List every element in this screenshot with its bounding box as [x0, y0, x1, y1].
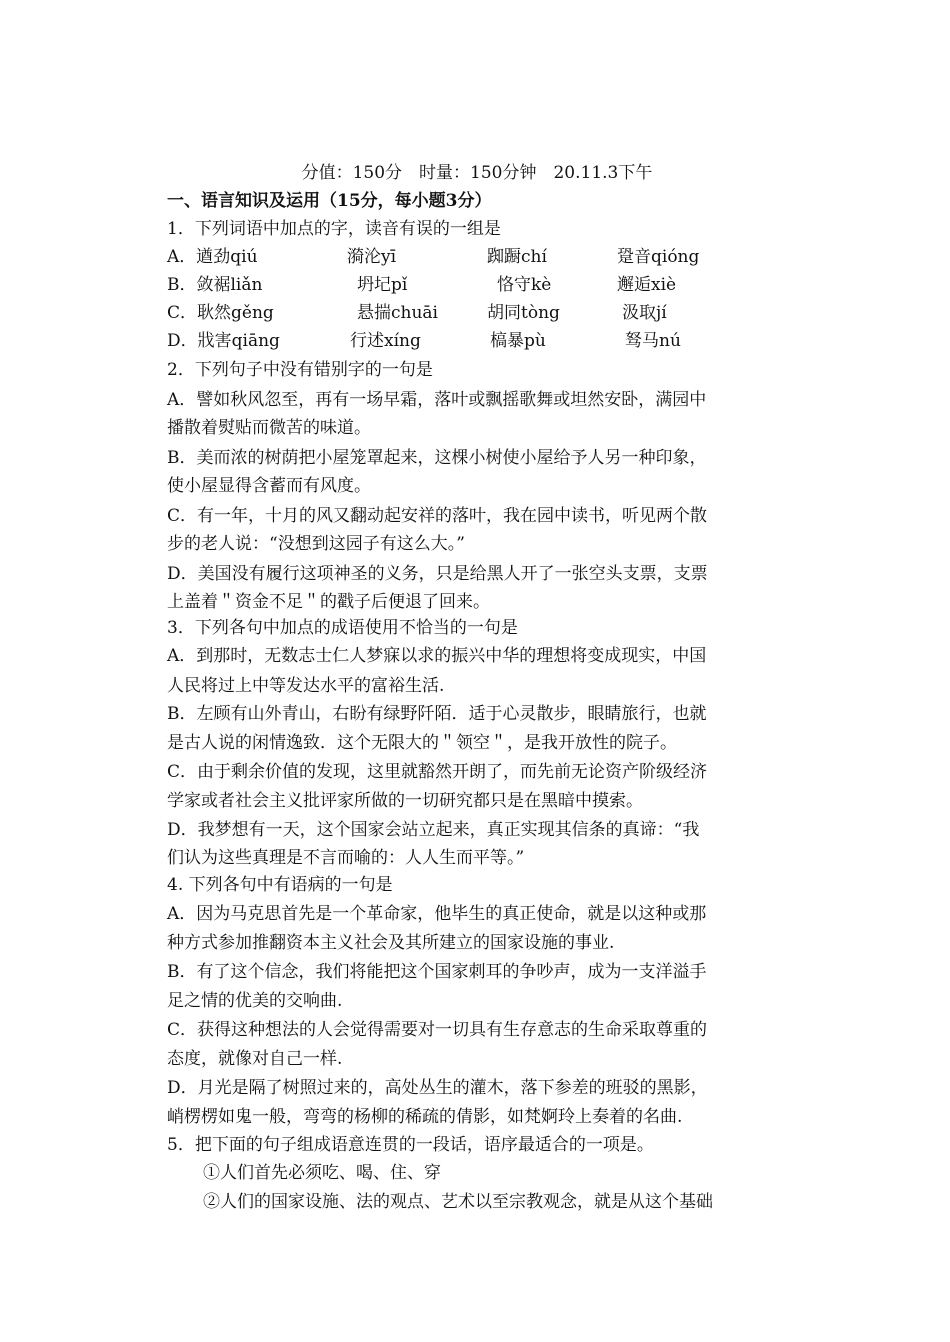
q1-d-2: 行述xíng — [350, 331, 421, 351]
q1-b-1: B．敛裾liǎn — [167, 275, 263, 295]
q5-item: ②人们的国家设施、法的观点、艺术以至宗教观念，就是从这个基础 — [203, 1192, 713, 1212]
section-title: 一、语言知识及运用（15分，每小题3分） — [167, 191, 492, 211]
q1-b-2: 坍圮pǐ — [357, 275, 408, 295]
q4-line: 峭楞楞如鬼一般，弯弯的杨柳的稀疏的倩影，如梵婀玲上奏着的名曲. — [167, 1107, 683, 1127]
q4-stem: 4. 下列各句中有语病的一句是 — [167, 875, 393, 895]
q1-option-b — [167, 274, 787, 296]
q1-a-1: A．遒劲qiú — [167, 247, 258, 267]
q1-option-d — [167, 330, 787, 352]
q1-option-c — [167, 302, 787, 324]
q4-line: C．获得这种想法的人会觉得需要对一切具有生存意志的生命采取尊重的 — [167, 1020, 708, 1040]
q1-d-3: 槁暴pù — [490, 331, 546, 351]
exam-header: 分值：150分 时量：150分钟 20.11.3下午 — [301, 163, 653, 183]
q4-line: 足之情的优美的交响曲. — [167, 991, 343, 1011]
q3-stem: 3．下列各句中加点的成语使用不恰当的一句是 — [167, 618, 518, 638]
q4-line: A．因为马克思首先是一个革命家，他毕生的真正使命，就是以这种或那 — [167, 904, 707, 924]
q4-line: D．月光是隔了树照过来的，高处丛生的灌木，落下参差的班驳的黑影， — [167, 1078, 708, 1098]
q3-line: C．由于剩余价值的发现，这里就豁然开朗了，而先前无论资产阶级经济 — [167, 762, 708, 782]
q1-d-1: D．戕害qiāng — [167, 331, 280, 351]
q1-b-4: 邂逅xiè — [617, 275, 677, 295]
q2-line: 使小屋显得含蓄而有风度。 — [167, 476, 371, 496]
q1-c-3: 胡同tòng — [487, 303, 560, 323]
q3-line: B．左顾有山外青山，右盼有绿野阡陌．适于心灵散步，眼睛旅行，也就 — [167, 704, 707, 724]
q5-stem: 5．把下面的句子组成语意连贯的一段话，语序最适合的一项是。 — [167, 1135, 654, 1155]
q1-stem: 1．下列词语中加点的字，读音有误的一组是 — [167, 219, 501, 239]
q1-option-a — [167, 246, 787, 268]
q2-line: C．有一年，十月的风又翻动起安祥的落叶，我在园中读书，听见两个散 — [167, 506, 708, 526]
q1-c-4: 汲取jí — [622, 303, 667, 323]
q3-line: A．到那时，无数志士仁人梦寐以求的振兴中华的理想将变成现实，中国 — [167, 646, 707, 666]
q4-line: 态度，就像对自己一样. — [167, 1049, 343, 1069]
q3-line: 们认为这些真理是不言而喻的：人人生而平等。” — [167, 848, 525, 868]
q3-line: D．我梦想有一天，这个国家会站立起来，真正实现其信条的真谛：“我 — [167, 820, 700, 840]
q3-line: 是古人说的闲情逸致．这个无限大的＂领空＂，是我开放性的院子。 — [167, 733, 677, 753]
q1-b-3: 恪守kè — [497, 275, 552, 295]
q4-line: 种方式参加推翻资本主义社会及其所建立的国家设施的事业. — [167, 933, 615, 953]
q1-a-2: 漪沦yī — [347, 247, 397, 267]
q1-c-1: C．耿然gěng — [167, 303, 274, 323]
q3-line: 人民将过上中等发达水平的富裕生活. — [167, 676, 445, 696]
q2-line: 步的老人说：“没想到这园子有这么大。” — [167, 534, 465, 554]
q2-line: B．美而浓的树荫把小屋笼罩起来，这棵小树使小屋给予人另一种印象， — [167, 448, 707, 468]
q2-stem: 2．下列句子中没有错别字的一句是 — [167, 360, 433, 380]
q1-d-4: 驽马nú — [625, 331, 681, 351]
q1-a-3: 踟蹰chí — [487, 247, 547, 267]
q3-line: 学家或者社会主义批评家所做的一切研究都只是在黑暗中摸索。 — [167, 791, 643, 811]
q2-line: 上盖着＂资金不足＂的戳子后便退了回来。 — [167, 592, 490, 612]
q2-line: 播散着熨贴而微苦的味道。 — [167, 418, 371, 438]
q1-c-2: 悬揣chuāi — [357, 303, 438, 323]
q2-line: D．美国没有履行这项神圣的义务，只是给黑人开了一张空头支票，支票 — [167, 564, 708, 584]
q2-line: A．譬如秋风忽至，再有一场早霜，落叶或飘摇歌舞或坦然安卧，满园中 — [167, 390, 707, 410]
q1-a-4: 跫音qióng — [617, 247, 700, 267]
q4-line: B．有了这个信念，我们将能把这个国家刺耳的争吵声，成为一支洋溢手 — [167, 962, 707, 982]
q5-item: ①人们首先必须吃、喝、住、穿 — [203, 1163, 441, 1183]
